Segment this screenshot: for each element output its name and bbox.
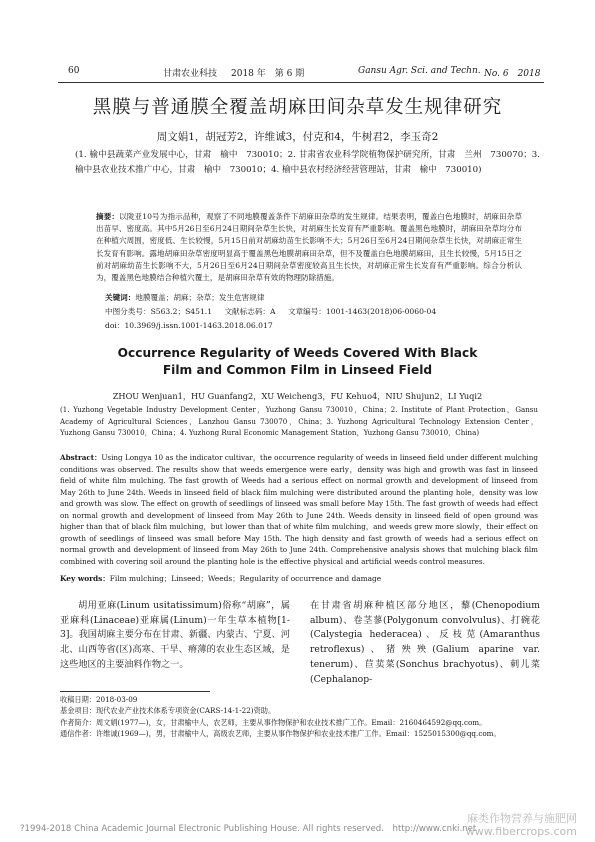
- article-title-cn: 黑膜与普通膜全覆盖胡麻田间杂草发生规律研究: [92, 97, 503, 118]
- clc-label: 中图分类号：: [105, 307, 151, 316]
- doc-code-label: 文献标志码：: [224, 307, 271, 316]
- copyright-footer: ?1994-2018 China Academic Journal Electronic Publishing House. All rights reserved. http://www.cnki.net: [20, 824, 477, 834]
- keywords-en-label: Key words：: [60, 574, 110, 583]
- abstract-en: [60, 452, 538, 567]
- footnote-corresponding-author: 通信作者：许维诚(1969—)，男，甘肃榆中人，高级农艺师，主要从事作物保护和农业技术推广工作。Email：1525015300@qq.com。: [60, 729, 501, 739]
- footnote-author-bio: 作者简介：周文娟(1977—)，女，甘肃榆中人，农艺师，主要从事作物保护和农业技术推广工作。Email：2160464592@qq.com。: [60, 717, 487, 727]
- footnotes: [60, 694, 542, 740]
- body-column-right: 在甘肃省胡麻种植区部分地区，藜(Chenopodium album)、卷茎蓼(Polygonum convolvulus)、打碗花(Calystegia hederacea)、反枝苋(Amaranthus retroflexus)、猪殃殃(Galium aparine var. tenerum)、苣荬菜(Sonchus brachyotus)、刺儿菜(Cephalanop-: [310, 600, 540, 685]
- journal-name-cn: 甘肃农业科技: [163, 69, 218, 79]
- page-number: 60: [68, 66, 80, 76]
- journal-name-en: Gansu Agr. Sci. and Techn.: [358, 66, 481, 76]
- watermark-line1: 麻类作物营养与施肥网: [467, 812, 577, 825]
- doi: doi：10.3969/j.issn.1001-1463.2018.06.017: [105, 321, 273, 330]
- article-no-value: 1001-1463(2018)06-0060-04: [325, 307, 437, 316]
- article-title-en: [0, 345, 595, 379]
- body-column-left: 胡用亚麻(Linum usitatissimum)俗称“胡麻”，属亚麻科(Linaceae)亚麻属(Linum)一年生草本植物[1-3]。我国胡麻主要分布在甘肃、新疆、内蒙古、宁夏、河北、山西等省(区)高寒、干旱、瘠薄的农业生态区域，是这些地区的主要油料作物之一。: [60, 600, 290, 670]
- article-title-en-text: Occurrence Regularity of Weeds Covered With Black Film and Common Film in Linseed Field: [117, 346, 478, 377]
- keywords-cn: [105, 292, 535, 303]
- keywords-en: [60, 573, 538, 584]
- authors-en: ZHOU Wenjuan1，HU Guanfang2，XU Weicheng3，FU Kehuo4，NIU Shujun2，LI Yuqi2: [112, 391, 483, 401]
- abstract-cn: [96, 211, 522, 284]
- footnote-rule: [60, 691, 210, 692]
- footnote-fund: 基金项目：现代农业产业技术体系专项资金(CARS-14-1-22)资助。: [60, 706, 276, 716]
- abstract-en-label: Abstract：: [60, 453, 102, 462]
- abstract-cn-label: 摘要：: [96, 212, 120, 221]
- keywords-en-text: Film mulching；Linseed；Weeds；Regularity of occurrence and damage: [109, 574, 382, 583]
- doc-code-value: A: [270, 307, 276, 316]
- keywords-cn-label: 关键词：: [105, 293, 136, 302]
- abstract-en-text: Using Longya 10 as the indicator cultivar，the occurrence regularity of weeds in linseed field under different mulching conditions was observed. The results show that weeds emergence were early，density was high and growth was fast in linseed field of white film mulching. The fast growth of Weeds had a serious effect on normal growth and development of linseed from May 26th to June 24th. Weeds in linseed field of black film mulching were distributed around the planting hole，density was low and growth was slow. The effect on growth of seedlings of linseed was small before May 15th. The fast growth of weeds had effect on normal growth and development of linseed from May 26th to June 24th. Weeds density in linseed field of open ground was higher than that of black film mulching，but lower than that of white film mulching，and weeds grew more slowly，their effect on growth of seedlings of linseed was small before May 15th. The high density and fast growth of weeds had a serious effect on normal growth and development of linseed from May 26th to June 24th. Comprehensive analysis shows that mulching black film combined with covering soil around the planting hole is the effective physical and artificial weeds control measures.: [60, 453, 538, 566]
- affiliations-en: (1. Yuzhong Vegetable Industry Development Center，Yuzhong Gansu 730010，China；2. Institute of Plant Protection，Gansu Academy of Agricultural Sciences，Lanzhou Gansu 730070，China；3. Yuzhong Agricultural Technology Extension Center，Yuzhong Gansu 730010，China；4. Yuzhong Rural Economic Management Station，Yuzhong Gansu 730010，China): [60, 405, 538, 438]
- abstract-cn-text: 以陇亚10号为指示品种，观察了不同地膜覆盖条件下胡麻田杂草的发生规律。结果表明，覆盖白色地膜时，胡麻田杂草出苗早、密度高。其中5月26日至6月24日期间杂草生长快，对胡麻生长发育有严重影响。覆盖黑色地膜时，胡麻田杂草均分布在种植穴周围，密度低、生长较慢，5月15日前对胡麻幼苗生长影响不大；5月26日至6月24日期间杂草生长快，对胡麻正常生长发育有影响。露地胡麻田杂草密度明显高于覆盖黑色地膜胡麻田杂草，但不及覆盖白色地膜胡麻田，且生长较慢，5月15日之前对胡麻幼苗生长影响不大，5月26日至6月24日期间杂草密度较高且生长快，对胡麻正常生长发育有严重影响。综合分析认为，覆盖黑色地膜结合种植穴覆土，是胡麻田杂草有效的物理防除措施。: [96, 212, 522, 283]
- journal-issue-en: No. 6 2018: [484, 69, 541, 79]
- watermark: [466, 812, 577, 838]
- article-no-label: 文章编号：: [287, 307, 326, 316]
- authors-cn: 周文娟1，胡冠芳2，许维诚3，付克和4，牛树君2，李玉奇2: [156, 131, 439, 143]
- journal-year-issue-cn: 2018 年 第 6 期: [231, 69, 305, 79]
- classification-line: [105, 306, 535, 317]
- keywords-cn-text: 地膜覆盖；胡麻；杂草；发生危害规律: [135, 293, 265, 302]
- watermark-line2: www.fibercrops.com: [465, 825, 577, 838]
- header-rule: [58, 82, 544, 83]
- clc-value: S563.2；S451.1: [150, 307, 213, 316]
- affiliations-cn: (1. 榆中县蔬菜产业发展中心，甘肃 榆中 730010；2. 甘肃省农业科学院植物保护研究所，甘肃 兰州 730070；3. 榆中县农业技术推广中心，甘肃 榆中 730010；4. 榆中县农村经济经营管理站，甘肃 榆中 730010): [75, 150, 540, 175]
- footnote-received: 收稿日期：2018-03-09: [60, 695, 138, 704]
